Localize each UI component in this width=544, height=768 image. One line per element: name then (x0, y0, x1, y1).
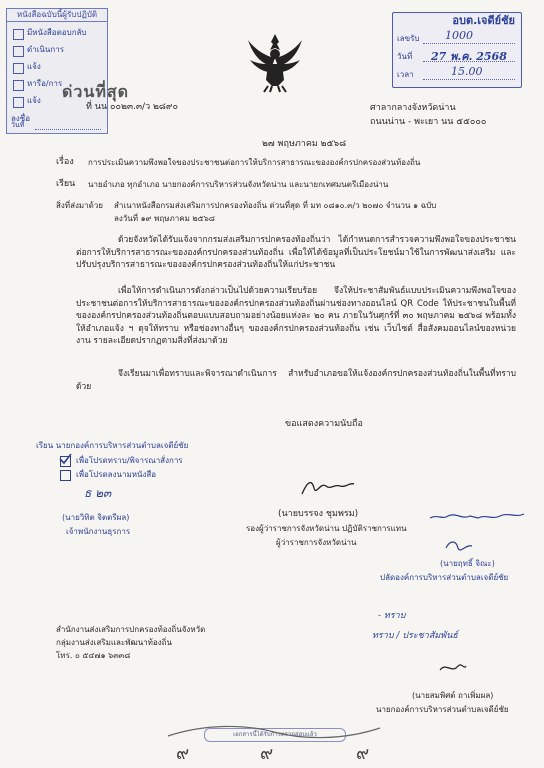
note-addressee: เรียน นายกองค์การบริหารส่วนตำบลเจดีย์ชัย (36, 441, 189, 450)
stamp-checkbox (13, 29, 24, 40)
receipt-stamp-left (6, 8, 108, 134)
stamp-item: แจ้ง (27, 62, 41, 71)
stamp-line (423, 79, 515, 80)
signer-position-1: รองผู้ว่าราชการจังหวัดน่าน ปฏิบัติราชการแทน (246, 524, 407, 533)
stamp-item: มีหนังสือตอบกลับ (27, 28, 87, 37)
swirl-decoration-icon (164, 722, 384, 742)
handwritten-note: ทราบ / ประชาสัมพันธ์ (372, 631, 458, 641)
to-text: นายอำเภอ ทุกอำเภอ นายกองค์การบริหารส่วนจังหวัดน่าน และนายกเทศมนตรีเมืองน่าน (88, 180, 389, 189)
approver-name: (นายฤทธิ์ จิณะ) (440, 559, 495, 568)
reference-text: สำเนาหนังสือกรมส่งเสริมการปกครองท้องถิ่น ด่วนที่สุด ที่ มท ๐๘๑๐.๓/ว ๒๐๗๐ จำนวน ๑ ฉบับ (114, 201, 437, 210)
stamp-checkbox (13, 46, 24, 57)
body-paragraph: ด้วยจังหวัดได้รับแจ้งจากกรมส่งเสริมการปกครองท้องถิ่นว่า ได้กำหนดการสำรวจความพึงพอใจของประชาชนต่อการให้บริการสาธารณะขององค์กรปกครองส่วนท้องถิ่น เพื่อให้ได้ข้อมูลที่เป็นประโยชน์มาใช้ในการพัฒนาส่งเสริม และปรับปรุงบริการสาธารณะขององค์กรปกครองส่วนท้องถิ่นให้แก่ประชาชน (76, 235, 516, 270)
contact-phone: โทร. ๐ ๕๔๗๑ ๖๓๓๘ (56, 651, 131, 660)
stamp-line (423, 43, 515, 44)
stamp-line (35, 129, 101, 130)
initial-signature-icon (444, 538, 474, 556)
note-official-name: (นายวิทิต จิตตรีผล) (62, 513, 130, 522)
signature-mark-icon (298, 476, 358, 500)
note-official-position: เจ้าพนักงานธุรการ (66, 527, 131, 536)
to-label: เรียน (56, 179, 76, 189)
thai-ornament-icon: ๙ (260, 743, 274, 764)
stamp-date-value: 27 พ.ค. 2568 (431, 50, 507, 63)
body-paragraph: จึงเรียนมาเพื่อทราบและพิจารณาดำเนินการ สำหรับอำเภอขอให้แจ้งองค์กรปกครองส่วนท้องถิ่นในพื้นที่ทราบด้วย (76, 369, 516, 392)
receipt-stamp-right (392, 12, 522, 88)
thai-ornament-icon: ๙ (176, 743, 190, 764)
stamp-number-value: 1000 (445, 29, 473, 42)
stamp-date-label: วันที่ (397, 52, 413, 61)
stamp-number-label: เลขรับ (397, 34, 420, 43)
stamp-time-value: 15.00 (451, 65, 483, 78)
final-signer-name: (นายสมพิศต์ ถาเพิ่มผล) (412, 691, 494, 700)
bottom-stamp: เอกสารนี้ได้รับการตรวจสอบแล้ว (204, 728, 346, 742)
stamp-org-title: อบต.เจดีย์ชัย (452, 14, 515, 27)
garuda-emblem-icon (246, 30, 304, 94)
contact-unit: สำนักงานส่งเสริมการปกครองท้องถิ่นจังหวัด (56, 625, 206, 634)
subject-text: การประเมินความพึงพอใจของประชาชนต่อการให้บริการสาธารณะขององค์กรปกครองส่วนท้องถิ่น (88, 158, 421, 167)
final-signer-position: นายกองค์การบริหารส่วนตำบลเจดีย์ชัย (376, 705, 509, 714)
thai-ornament-icon: ๙ (356, 743, 370, 764)
signer-name: (นายบรรจง ชุมพรม) (278, 509, 359, 519)
issuer-address: ถนนน่าน - พะเยา นน ๕๕๐๐๐ (370, 117, 487, 127)
issuer-office: ศาลากลางจังหวัดน่าน (370, 103, 456, 113)
stamp-checkbox (13, 97, 24, 108)
stamp-heading: หนังสือฉบับนี้ผู้รับปฏิบัติ (7, 9, 107, 22)
stamp-checkbox (13, 63, 24, 74)
stamp-item: ดำเนินการ (27, 45, 64, 54)
stamp-signature-label: ลงชื่อ (11, 114, 31, 123)
document-number: ที่ นน ๐๐๒๓.๓/ว ๒๘๙๐ (86, 102, 178, 112)
signer-position-2: ผู้ว่าราชการจังหวัดน่าน (276, 538, 357, 547)
approver-position: ปลัดองค์การบริหารส่วนตำบลเจดีย์ชัย (380, 573, 509, 582)
reference-label: สิ่งที่ส่งมาด้วย (56, 201, 103, 210)
urgency-label: ด่วนที่สุด (62, 82, 130, 101)
body-paragraph: เพื่อให้การดำเนินการดังกล่าวเป็นไปด้วยความเรียบร้อย จึงให้ประชาสัมพันธ์แบบประเมินความพึงพอใจของประชาชนต่อการให้บริการสาธารณะขององค์กรปกครองส่วนท้องถิ่นผ่านช่องทางออนไลน์ QR Code ให้ประชาชนในพื้นที่ขององค์กรปกครองส่วนท้องถิ่นตอบแบบสอบถามอย่างน้อยแห่งละ ๒๐ คน ภายในวันศุกร์ที่ ๓๐ พฤษภาคม ๒๕๖๘ พร้อมทั้ง ให้อำเภอแจ้ง ฯ ดุจให้ทราบ หรือช่องทางอื่นๆ ขององค์กรปกครองส่วนท้องถิ่น เช่น เว็บไซต์ สื่อสังคมออนไลน์ของหน่วยงาน รายละเอียดปรากฏตามสิ่งที่ส่งมาด้วย (76, 286, 516, 346)
check-mark-icon (58, 452, 72, 466)
final-signature-icon (438, 660, 468, 676)
note-initials: ธ ๒๓ (84, 486, 112, 500)
document-date: ๒๗ พฤษภาคม ๒๕๖๘ (262, 139, 347, 149)
reference-text-2: ลงวันที่ ๑๙ พฤษภาคม ๒๕๖๘ (114, 214, 215, 223)
handwritten-signature-icon (428, 506, 528, 526)
contact-group: กลุ่มงานส่งเสริมและพัฒนาท้องถิ่น (56, 638, 172, 647)
stamp-time-label: เวลา (397, 70, 414, 79)
note-checkbox (60, 470, 71, 481)
stamp-date-label: วันที่ (11, 121, 25, 129)
handwritten-mark: - ทราบ (378, 611, 406, 621)
stamp-checkbox (13, 80, 24, 91)
note-option-1: เพื่อโปรดทราบ/พิจารณาสั่งการ (76, 456, 183, 465)
stamp-item: แจ้ง (27, 96, 41, 105)
note-option-2: เพื่อโปรดลงนามหนังสือ (76, 470, 157, 479)
subject-label: เรื่อง (56, 157, 74, 167)
stamp-item: หารือ/การ (27, 79, 63, 88)
closing-text: ขอแสดงความนับถือ (285, 419, 363, 429)
